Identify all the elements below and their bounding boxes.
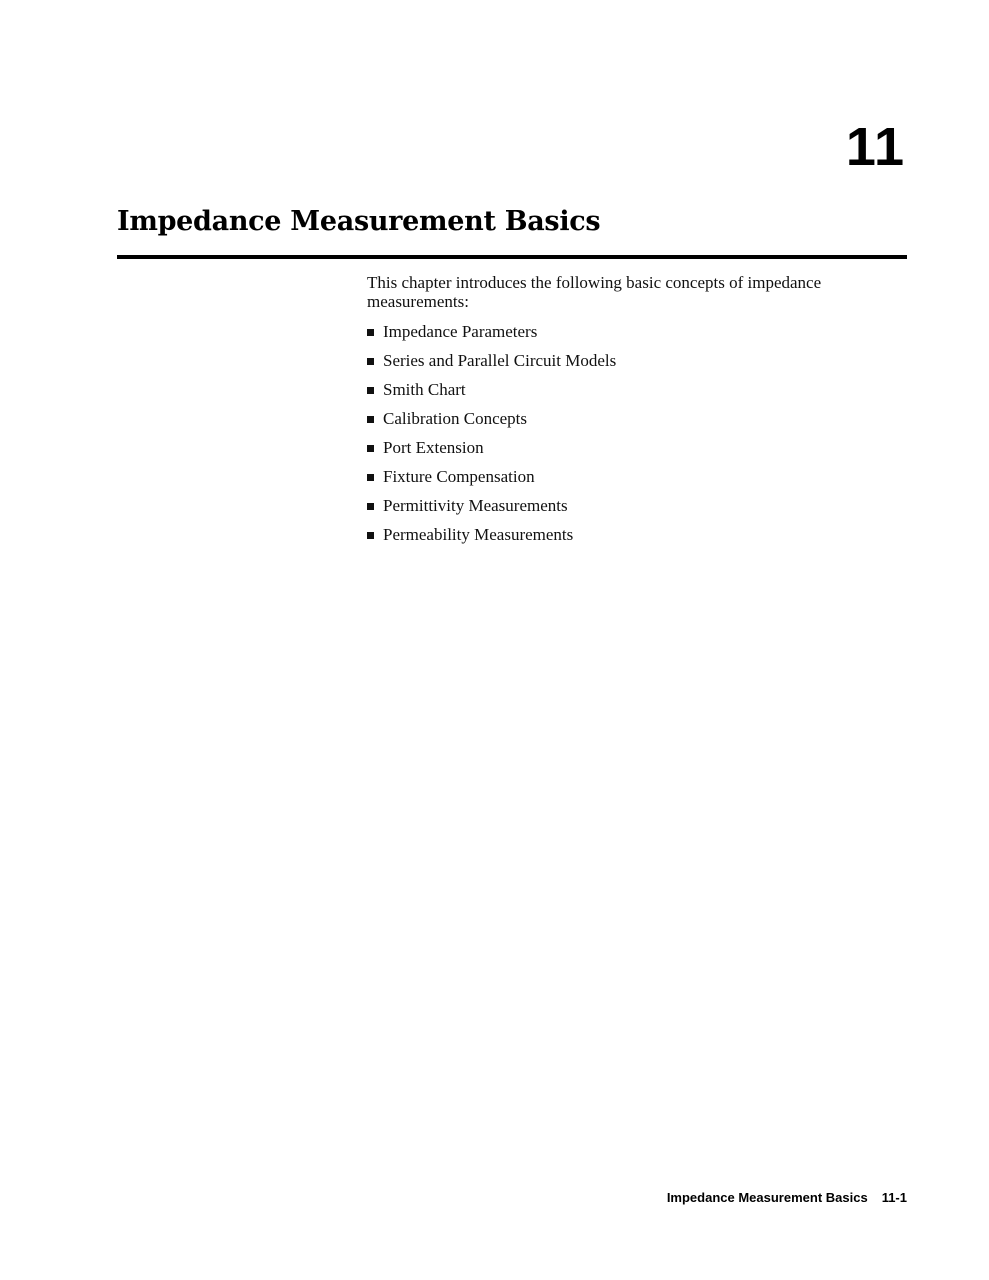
square-bullet-icon <box>367 445 374 452</box>
chapter-number: 11 <box>845 117 905 177</box>
intro-paragraph: This chapter introduces the following basic concepts of impedance measurements: <box>367 273 822 311</box>
page-footer <box>667 1190 907 1206</box>
list-item <box>367 321 616 350</box>
square-bullet-icon <box>367 387 374 394</box>
list-item <box>367 437 616 466</box>
list-item <box>367 524 616 553</box>
title-rule <box>117 255 907 259</box>
topic-list <box>367 321 616 553</box>
list-item-label: Impedance Parameters <box>383 322 538 341</box>
list-item-label: Series and Parallel Circuit Models <box>383 351 617 370</box>
chapter-title: Impedance Measurement Basics <box>117 206 601 237</box>
footer-page-number: 11-1 <box>881 1190 907 1205</box>
square-bullet-icon <box>367 329 374 336</box>
list-item-label: Fixture Compensation <box>383 467 535 486</box>
square-bullet-icon <box>367 532 374 539</box>
list-item-label: Permittivity Measurements <box>383 496 568 515</box>
list-item-label: Calibration Concepts <box>383 409 528 428</box>
list-item-label: Smith Chart <box>383 380 466 399</box>
square-bullet-icon <box>367 358 374 365</box>
list-item <box>367 408 616 437</box>
list-item <box>367 379 616 408</box>
list-item <box>367 350 616 379</box>
list-item <box>367 466 616 495</box>
list-item <box>367 495 616 524</box>
list-item-label: Permeability Measurements <box>383 525 574 544</box>
list-item-label: Port Extension <box>383 438 484 457</box>
footer-section-title: Impedance Measurement Basics <box>666 1190 868 1205</box>
square-bullet-icon <box>367 503 374 510</box>
square-bullet-icon <box>367 416 374 423</box>
square-bullet-icon <box>367 474 374 481</box>
